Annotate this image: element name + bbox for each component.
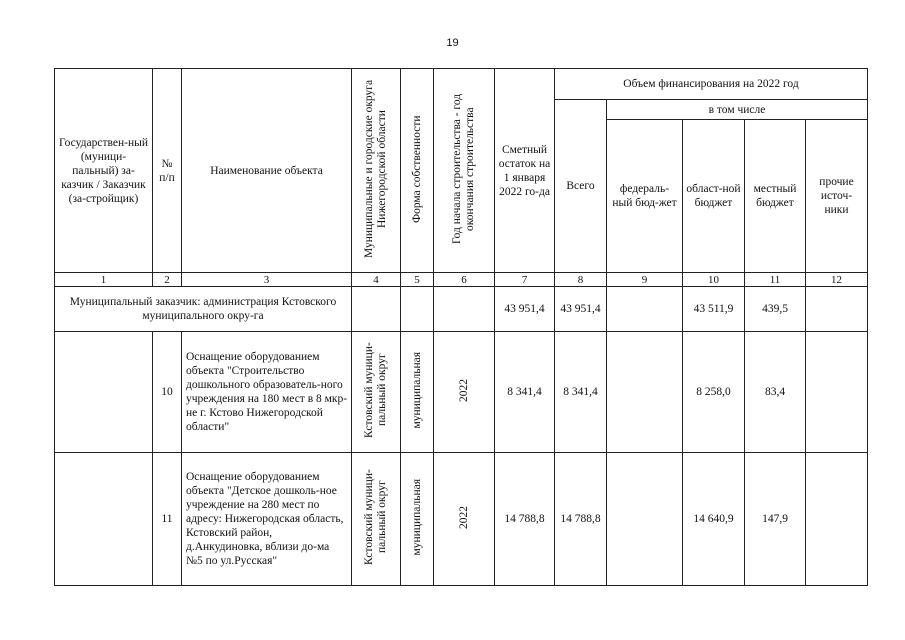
row-year: [434, 453, 495, 586]
col-num-4: 4: [352, 273, 401, 287]
summary-local: 439,5: [745, 287, 806, 332]
row-year-text: 2022: [457, 378, 470, 402]
row-total: 14 788,8: [555, 453, 607, 586]
header-including: в том числе: [607, 100, 868, 120]
summary-other: [806, 287, 868, 332]
row-number: 11: [153, 453, 182, 586]
row-municipality-text: Кстовский муници-пальный округ: [363, 469, 388, 565]
col-num-6: 6: [434, 273, 495, 287]
col-num-10: 10: [683, 273, 745, 287]
row-municipality: [352, 453, 401, 586]
row-year-text: 2022: [457, 505, 470, 529]
header-customer: Государствен-ный (муници-пальный) за-казчик / Заказчик (за-стройщик): [55, 69, 153, 273]
row-customer: [55, 453, 153, 586]
header-number: № п/п: [153, 69, 182, 273]
row-total: 8 341,4: [555, 332, 607, 453]
row-object-name: Оснащение оборудованием объекта "Строительство дошкольного образователь-ного учреждения на 180 мест в 8 мкр-не г. Кстово Нижегородской области": [182, 332, 352, 453]
summary-customer: Муниципальный заказчик: администрация Кстовского муниципального окру-га: [55, 287, 352, 332]
header-years: [434, 69, 495, 273]
row-year: [434, 332, 495, 453]
header-ownership-text: Форма собственности: [410, 114, 423, 223]
col-num-5: 5: [401, 273, 434, 287]
header-municipality-text: Муниципальные и городские округа Нижегородской области: [363, 79, 388, 258]
table-row: [55, 453, 868, 586]
summary-balance: 43 951,4: [495, 287, 555, 332]
header-financing-2022: Объем финансирования на 2022 год: [555, 69, 868, 100]
column-number-row: [55, 273, 868, 287]
row-customer: [55, 332, 153, 453]
table-row: [55, 332, 868, 453]
summary-regional: 43 511,9: [683, 287, 745, 332]
row-ownership: [401, 453, 434, 586]
row-federal: [607, 453, 683, 586]
row-regional: 14 640,9: [683, 453, 745, 586]
row-balance: 14 788,8: [495, 453, 555, 586]
financing-table: [54, 68, 868, 586]
header-estimated-balance: Сметный остаток на 1 января 2022 го-да: [495, 69, 555, 273]
row-federal: [607, 332, 683, 453]
row-ownership: [401, 332, 434, 453]
row-municipality-text: Кстовский муници-пальный округ: [363, 342, 388, 438]
row-object-name: Оснащение оборудованием объекта "Детское дошколь-ное учреждение на 280 мест по адресу: Нижегородская область, Кстовский район, д.Анкудиновка, вблизи до-ма №5 по ул.Русская": [182, 453, 352, 586]
row-local: 83,4: [745, 332, 806, 453]
header-row-1: [55, 69, 868, 100]
summary-row: [55, 287, 868, 332]
header-years-text: Год начала строительства - год окончания строительства: [451, 93, 476, 244]
summary-municipality: [352, 287, 401, 332]
header-local: местный бюджет: [745, 120, 806, 273]
col-num-11: 11: [745, 273, 806, 287]
summary-years: [434, 287, 495, 332]
row-municipality: [352, 332, 401, 453]
header-municipality: [352, 69, 401, 273]
col-num-7: 7: [495, 273, 555, 287]
header-object-name: Наименование объекта: [182, 69, 352, 273]
col-num-3: 3: [182, 273, 352, 287]
summary-total: 43 951,4: [555, 287, 607, 332]
row-ownership-text: муниципальная: [410, 478, 423, 556]
header-total: Всего: [555, 100, 607, 273]
header-ownership: [401, 69, 434, 273]
header-regional: област-ной бюджет: [683, 120, 745, 273]
page-number: 19: [446, 37, 459, 49]
summary-ownership: [401, 287, 434, 332]
col-num-12: 12: [806, 273, 868, 287]
col-num-9: 9: [607, 273, 683, 287]
col-num-8: 8: [555, 273, 607, 287]
row-regional: 8 258,0: [683, 332, 745, 453]
header-federal: федераль-ный бюд-жет: [607, 120, 683, 273]
summary-federal: [607, 287, 683, 332]
col-num-2: 2: [153, 273, 182, 287]
col-num-1: 1: [55, 273, 153, 287]
row-local: 147,9: [745, 453, 806, 586]
header-other: прочие источ-ники: [806, 120, 868, 273]
row-other: [806, 453, 868, 586]
row-number: 10: [153, 332, 182, 453]
row-other: [806, 332, 868, 453]
row-ownership-text: муниципальная: [410, 351, 423, 429]
row-balance: 8 341,4: [495, 332, 555, 453]
